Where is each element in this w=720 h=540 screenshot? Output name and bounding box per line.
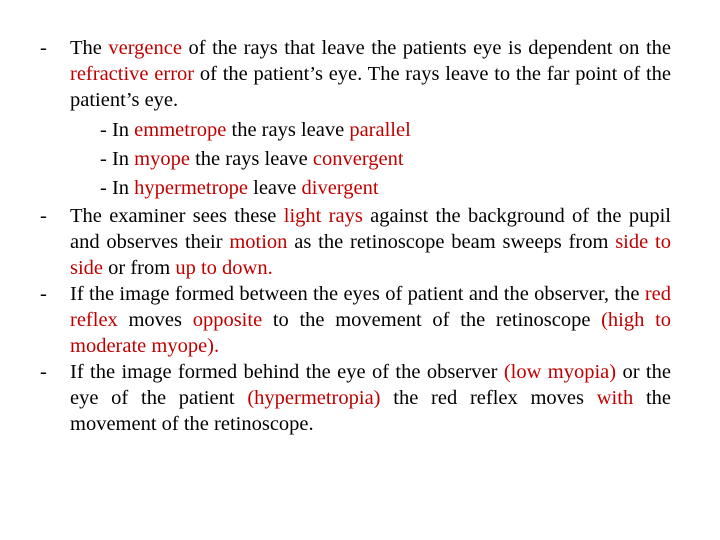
bullet-text xyxy=(70,37,671,111)
highlighted-text: (high to moderate myope). xyxy=(70,309,672,357)
body-text: The xyxy=(70,37,109,59)
highlighted-text: light rays xyxy=(283,205,363,227)
highlighted-text: (low myopia) xyxy=(503,361,617,383)
bullet-text xyxy=(70,283,671,357)
body-text: the rays leave xyxy=(189,148,313,170)
bullet-item xyxy=(40,359,671,437)
bullet-dash: - xyxy=(40,361,47,383)
bullet-item xyxy=(40,281,671,359)
bullet-dash: - xyxy=(40,205,47,227)
bullet-text xyxy=(70,361,671,435)
bullet-item xyxy=(40,35,671,203)
sub-list xyxy=(70,116,671,203)
body-text: - In xyxy=(100,177,135,199)
bullet-text xyxy=(70,205,671,279)
highlighted-text: emmetrope xyxy=(134,119,227,141)
highlighted-text: motion xyxy=(229,231,288,253)
highlighted-text: up to down. xyxy=(175,257,273,279)
highlighted-text: opposite xyxy=(192,309,263,331)
body-text: against the background of the pupil and observes their xyxy=(70,205,671,253)
highlighted-text: convergent xyxy=(312,148,404,170)
highlighted-text: parallel xyxy=(349,119,411,141)
body-text: as the retinoscope beam sweeps from xyxy=(287,231,616,253)
highlighted-text: divergent xyxy=(301,177,379,199)
sub-list-item xyxy=(70,116,671,145)
highlighted-text: red reflex xyxy=(70,283,671,331)
body-text: moves xyxy=(117,309,193,331)
body-text: the rays leave xyxy=(226,119,350,141)
body-text: the red reflex moves xyxy=(380,387,597,409)
body-text: - In xyxy=(100,119,135,141)
body-text: The examiner sees these xyxy=(70,205,284,227)
highlighted-text: hypermetrope xyxy=(134,177,248,199)
bullet-dash: - xyxy=(40,283,47,305)
highlighted-text: side to side xyxy=(70,231,671,279)
highlighted-text: (hypermetropia) xyxy=(247,387,381,409)
body-text: If the image formed between the eyes of patient and the observer, the xyxy=(70,283,645,305)
body-text: of the rays that leave the patients eye is dependent on the xyxy=(181,37,671,59)
bullet-dash: - xyxy=(40,37,47,59)
bullet-item xyxy=(40,203,671,281)
body-text: to the movement of the retinoscope xyxy=(262,309,602,331)
highlighted-text: vergence xyxy=(108,37,182,59)
sub-list-item xyxy=(70,174,671,203)
body-text: or the eye of the patient xyxy=(70,361,671,409)
body-text: of the patient’s eye. The rays leave to the far point of the patient’s eye. xyxy=(70,63,671,111)
body-text: leave xyxy=(248,177,302,199)
bullet-list xyxy=(40,35,671,437)
sub-list-item xyxy=(70,145,671,174)
highlighted-text: refractive error xyxy=(70,63,195,85)
body-text: - In xyxy=(100,148,135,170)
highlighted-text: myope xyxy=(134,148,190,170)
body-text: the movement of the retinoscope. xyxy=(70,387,671,435)
body-text: If the image formed behind the eye of the observer xyxy=(70,361,504,383)
highlighted-text: with xyxy=(596,387,634,409)
body-text: or from xyxy=(103,257,176,279)
